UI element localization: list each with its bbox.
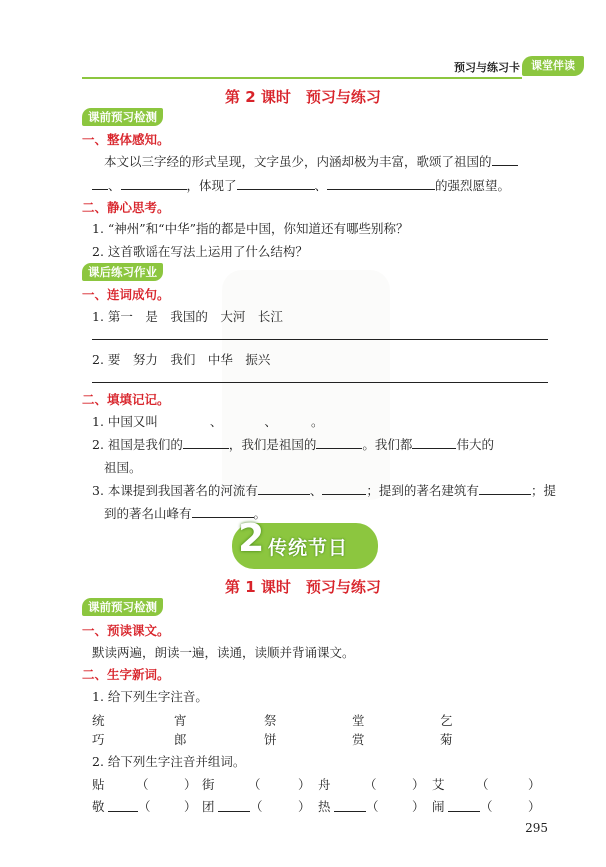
question xyxy=(92,412,323,430)
paren-open: （ xyxy=(138,799,151,814)
question: 1. 给下列生字注音。 xyxy=(92,689,208,704)
answer-blank[interactable] xyxy=(448,799,480,812)
answer-line[interactable] xyxy=(92,382,548,383)
question-text: 。我们都 xyxy=(362,437,413,452)
answer-blank[interactable] xyxy=(327,177,435,190)
answer-blank[interactable] xyxy=(121,177,187,190)
answer-blank[interactable] xyxy=(92,177,108,190)
character: 乞 xyxy=(440,713,453,728)
unit-title: 传统节日 xyxy=(268,537,349,559)
question-text: ；提 xyxy=(530,483,556,498)
question-text: 。 xyxy=(253,506,267,521)
character: 统 xyxy=(92,713,105,728)
paragraph-text: ，体现了 xyxy=(186,178,237,193)
section-heading: 一、连词成句。 xyxy=(82,287,170,302)
section-tag-preview: 课前预习检测 xyxy=(82,598,163,616)
paragraph-text: 本文以三字经的形式呈现，文字虽少，内涵却极为丰富，歌颂了祖国的 xyxy=(104,154,492,169)
question: 1. 第一 是 我国的 大河 长江 xyxy=(92,309,283,324)
character: 团 xyxy=(202,799,215,814)
question-text: 1. 中国又叫 xyxy=(92,414,158,429)
page-number: 295 xyxy=(525,821,548,835)
character: 祭 xyxy=(264,713,277,728)
question-text: ，我们是祖国的 xyxy=(228,437,317,452)
answer-line[interactable] xyxy=(92,339,548,340)
char-row xyxy=(92,711,105,729)
character: 菊 xyxy=(440,732,453,747)
character: 巧 xyxy=(92,732,105,747)
lesson-title: 第 1 课时 预习与练习 xyxy=(225,578,381,596)
paragraph-text: 的强烈愿望。 xyxy=(435,178,511,193)
paren-open: （ xyxy=(364,777,377,792)
character: 赏 xyxy=(352,732,365,747)
answer-blank[interactable] xyxy=(183,436,229,449)
paren-open: （ xyxy=(248,777,261,792)
paren-open: （ xyxy=(476,777,489,792)
character: 堂 xyxy=(352,713,365,728)
character: 热 xyxy=(318,799,331,814)
answer-blank[interactable] xyxy=(237,177,315,190)
paragraph-text: 、 xyxy=(108,178,121,193)
paren-close: ） xyxy=(298,777,311,792)
section-tag-preview: 课前预习检测 xyxy=(82,108,163,126)
paren-close: ） xyxy=(412,777,425,792)
character: 郎 xyxy=(174,732,187,747)
question-text: 2. 祖国是我们的 xyxy=(92,437,183,452)
character: 贴 xyxy=(92,777,105,792)
question-text: 。 xyxy=(310,414,324,429)
question-text: ；提到的著名建筑有 xyxy=(366,483,479,498)
section-heading: 二、生字新词。 xyxy=(82,667,170,682)
answer-blank[interactable] xyxy=(316,436,362,449)
paragraph: 默读两遍，朗读一遍，读通，读顺并背诵课文。 xyxy=(92,645,355,660)
question: 1. “神州”和“中华”指的都是中国，你知道还有哪些别称？ xyxy=(92,221,409,236)
paragraph-line xyxy=(92,176,510,194)
paren-open: （ xyxy=(136,777,149,792)
answer-blank[interactable] xyxy=(492,153,518,166)
question: 2. 要 努力 我们 中华 振兴 xyxy=(92,352,271,367)
character: 街 xyxy=(202,777,215,792)
paragraph-line xyxy=(104,152,518,170)
question xyxy=(92,435,494,453)
paren-close: ） xyxy=(412,799,425,814)
lesson-title: 第 2 课时 预习与练习 xyxy=(225,88,381,106)
header-label: 预习与练习卡 xyxy=(454,61,520,74)
paren-open: （ xyxy=(250,799,263,814)
paren-open: （ xyxy=(366,799,379,814)
section-heading: 一、预读课文。 xyxy=(82,623,170,638)
question-text: 到的著名山峰有 xyxy=(104,506,192,521)
paren-open: （ xyxy=(480,799,493,814)
answer-blank[interactable] xyxy=(158,414,210,426)
question-continuation: 祖国。 xyxy=(104,460,142,475)
answer-blank[interactable] xyxy=(277,414,311,426)
paragraph-text: 、 xyxy=(314,178,328,193)
paren-close: ） xyxy=(298,799,311,814)
character: 饼 xyxy=(264,732,277,747)
section-tag-homework: 课后练习作业 xyxy=(82,263,163,281)
character: 闹 xyxy=(432,799,445,814)
question-text: 、 xyxy=(309,483,323,498)
question xyxy=(92,481,556,499)
character: 艾 xyxy=(432,777,445,792)
answer-blank[interactable] xyxy=(218,799,250,812)
section-heading: 一、整体感知。 xyxy=(82,132,170,147)
paren-close: ） xyxy=(184,777,197,792)
background-watermark xyxy=(222,270,390,500)
section-heading: 二、静心思考。 xyxy=(82,200,170,215)
answer-blank[interactable] xyxy=(334,799,366,812)
answer-blank[interactable] xyxy=(258,482,310,495)
question-text: 、 xyxy=(209,414,223,429)
unit-number: 2 xyxy=(238,516,265,560)
section-heading: 二、填填记记。 xyxy=(82,392,170,407)
question: 2. 给下列生字注音并组词。 xyxy=(92,754,246,769)
answer-blank[interactable] xyxy=(479,482,531,495)
paren-close: ） xyxy=(184,799,197,814)
answer-blank[interactable] xyxy=(322,482,366,495)
question-text: 伟大的 xyxy=(456,437,494,452)
header-badge: 课堂伴读 xyxy=(522,56,584,76)
header-divider xyxy=(82,77,522,79)
answer-blank[interactable] xyxy=(222,414,264,426)
character: 舟 xyxy=(318,777,331,792)
question: 2. 这首歌谣在写法上运用了什么结构？ xyxy=(92,244,308,259)
answer-blank[interactable] xyxy=(412,436,456,449)
question-text: 、 xyxy=(264,414,277,429)
answer-blank[interactable] xyxy=(108,799,138,812)
paren-close: ） xyxy=(528,799,541,814)
character: 宵 xyxy=(174,713,187,728)
paren-close: ） xyxy=(528,777,541,792)
character: 敬 xyxy=(92,799,105,814)
question-text: 3. 本课提到我国著名的河流有 xyxy=(92,483,258,498)
